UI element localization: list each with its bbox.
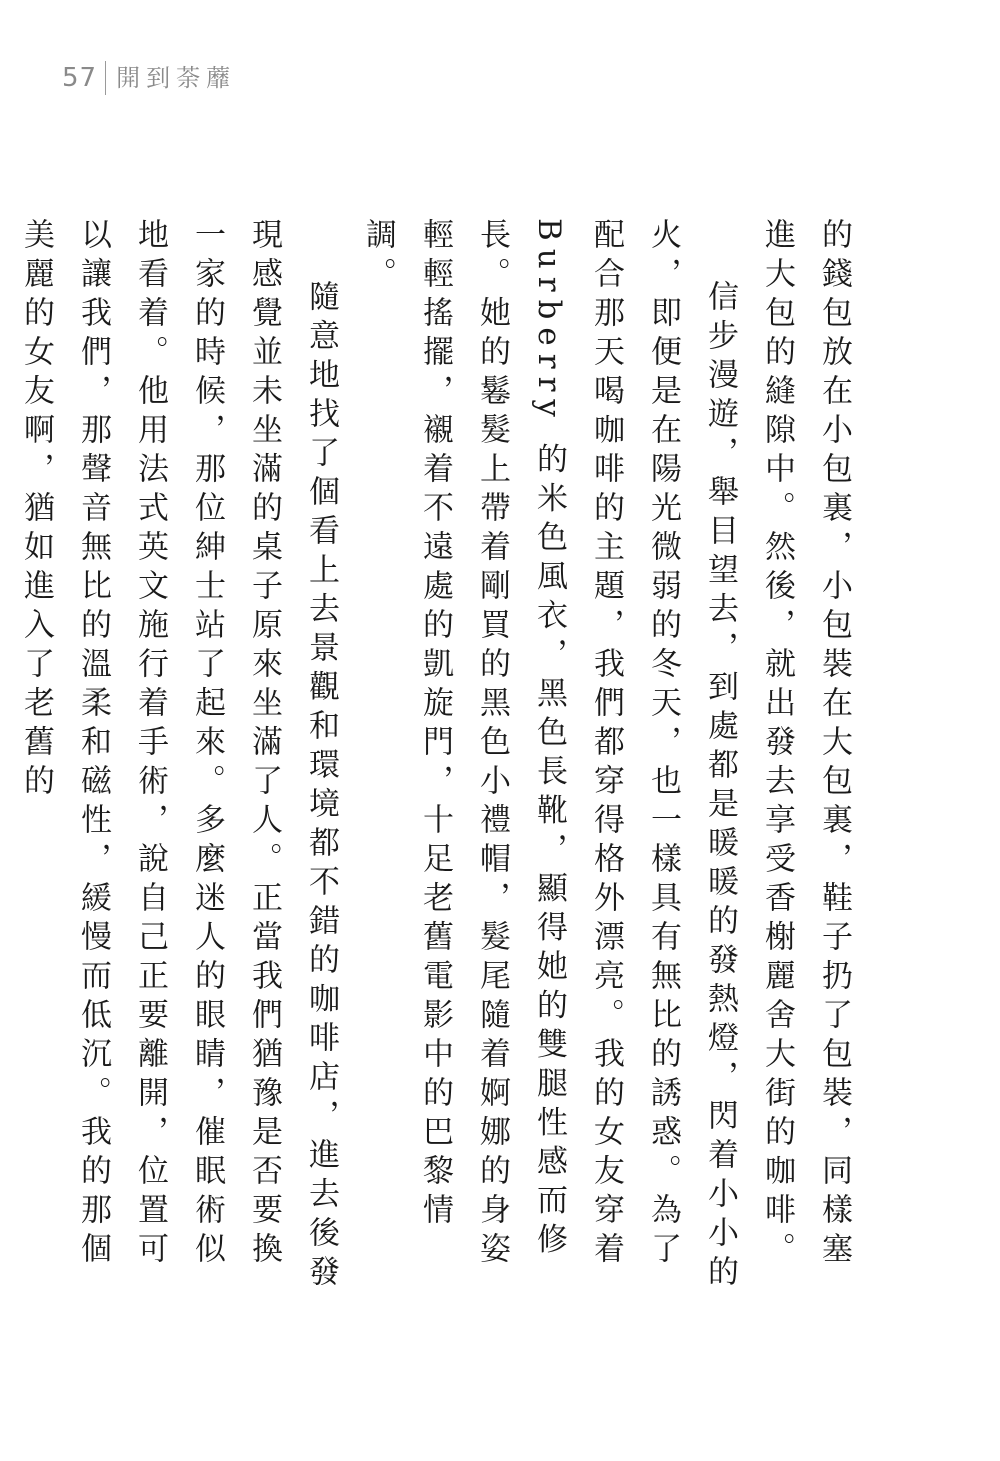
running-header (62, 58, 236, 98)
header-divider (105, 61, 106, 95)
body-text (7, 218, 862, 1298)
paragraph-2: 信步漫遊，舉目望去，到處都是暖暖的發熱燈，閃着小小的火，即便是在陽光微弱的冬天，也一樣具有無比的誘惑。為了配合那天喝咖啡的主題，我們都穿得格外漂亮。我的女友穿着 Burberry 的米色風衣，黑色長靴，顯得她的雙腿性感而修長。她的鬈髮上帶着剛買的黑色小禮帽，髮尾隨着婀娜的身姿輕輕搖擺，襯着不遠處的凱旋門，十足老舊電影中的巴黎情調。 (360, 218, 738, 1294)
paragraph-3: 隨意地找了個看上去景觀和環境都不錯的咖啡店，進去後發現感覺並未坐滿的桌子原來坐滿了人。正當我們猶豫是否要換一家的時候，那位紳士站了起來。多麼迷人的眼睛，催眠術似地看着。他用法式英文施行着手術，說自己正要離開，位置可以讓我們，那聲音無比的溫柔和磁性，緩慢而低沉。我的那個美麗的女友啊，猶如進入了老舊的 (18, 218, 339, 1294)
paragraph-1: 的錢包放在小包裏，小包裝在大包裏，鞋子扔了包裝，同樣塞進大包的縫隙中。然後，就出發去享受香榭麗舍大街的咖啡。 (759, 218, 852, 1271)
page-number: 57 (62, 63, 98, 93)
book-title: 開到荼蘼 (116, 64, 237, 92)
